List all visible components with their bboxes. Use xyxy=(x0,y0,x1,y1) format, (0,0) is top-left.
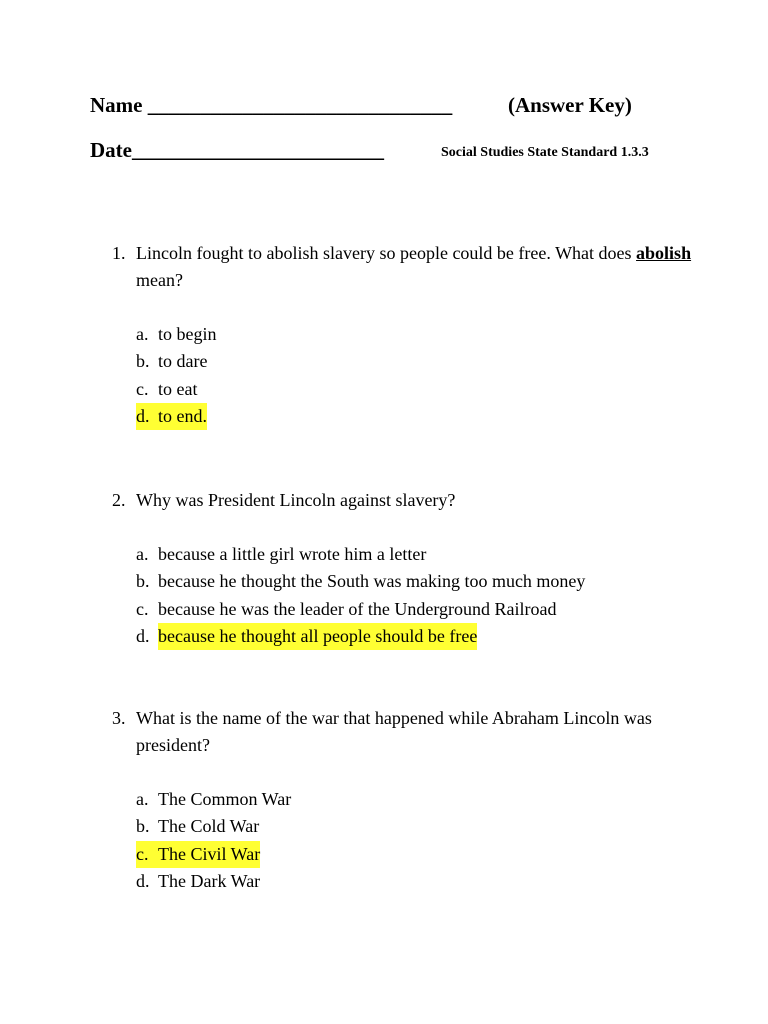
option-a: a. The Common War xyxy=(136,789,292,810)
question-text: Lincoln fought to abolish slavery so people could be free. What does abolish mean? xyxy=(136,243,692,290)
question-text: What is the name of the war that happened while Abraham Lincoln was president? xyxy=(136,708,652,755)
question-1 xyxy=(112,240,692,430)
option-a: a. to begin xyxy=(136,324,217,345)
vocab-word: abolish xyxy=(636,243,692,263)
option-d-correct: d. to end. xyxy=(136,403,207,430)
standard-label: Social Studies State Standard 1.3.3 xyxy=(441,145,649,160)
date-field-label: Date________________________ xyxy=(90,138,384,162)
option-c-correct: c. The Civil War xyxy=(136,841,260,868)
question-number: 1. xyxy=(112,243,126,263)
option-c: c. because he was the leader of the Underground Railroad xyxy=(136,598,557,619)
question-number: 2. xyxy=(112,490,126,510)
answer-options xyxy=(136,321,692,430)
question-3 xyxy=(112,705,692,895)
option-d-correct: d. because he thought all people should be free xyxy=(136,623,692,650)
answer-options xyxy=(136,541,692,650)
answer-key-label: (Answer Key) xyxy=(508,93,632,117)
question-number: 3. xyxy=(112,708,126,728)
question-text: Why was President Lincoln against slavery? xyxy=(136,490,456,510)
option-b: b. to dare xyxy=(136,351,208,372)
name-field-label: Name _____________________________ xyxy=(90,93,453,117)
option-b: b. The Cold War xyxy=(136,816,260,837)
option-d: d. The Dark War xyxy=(136,871,261,892)
option-c: c. to eat xyxy=(136,378,198,399)
question-2 xyxy=(112,487,692,650)
option-b: b. because he thought the South was making too much money xyxy=(136,571,586,592)
option-a: a. because a little girl wrote him a letter xyxy=(136,544,427,565)
correct-answer-highlight: because he thought all people should be free xyxy=(158,623,477,650)
answer-options xyxy=(136,786,692,895)
